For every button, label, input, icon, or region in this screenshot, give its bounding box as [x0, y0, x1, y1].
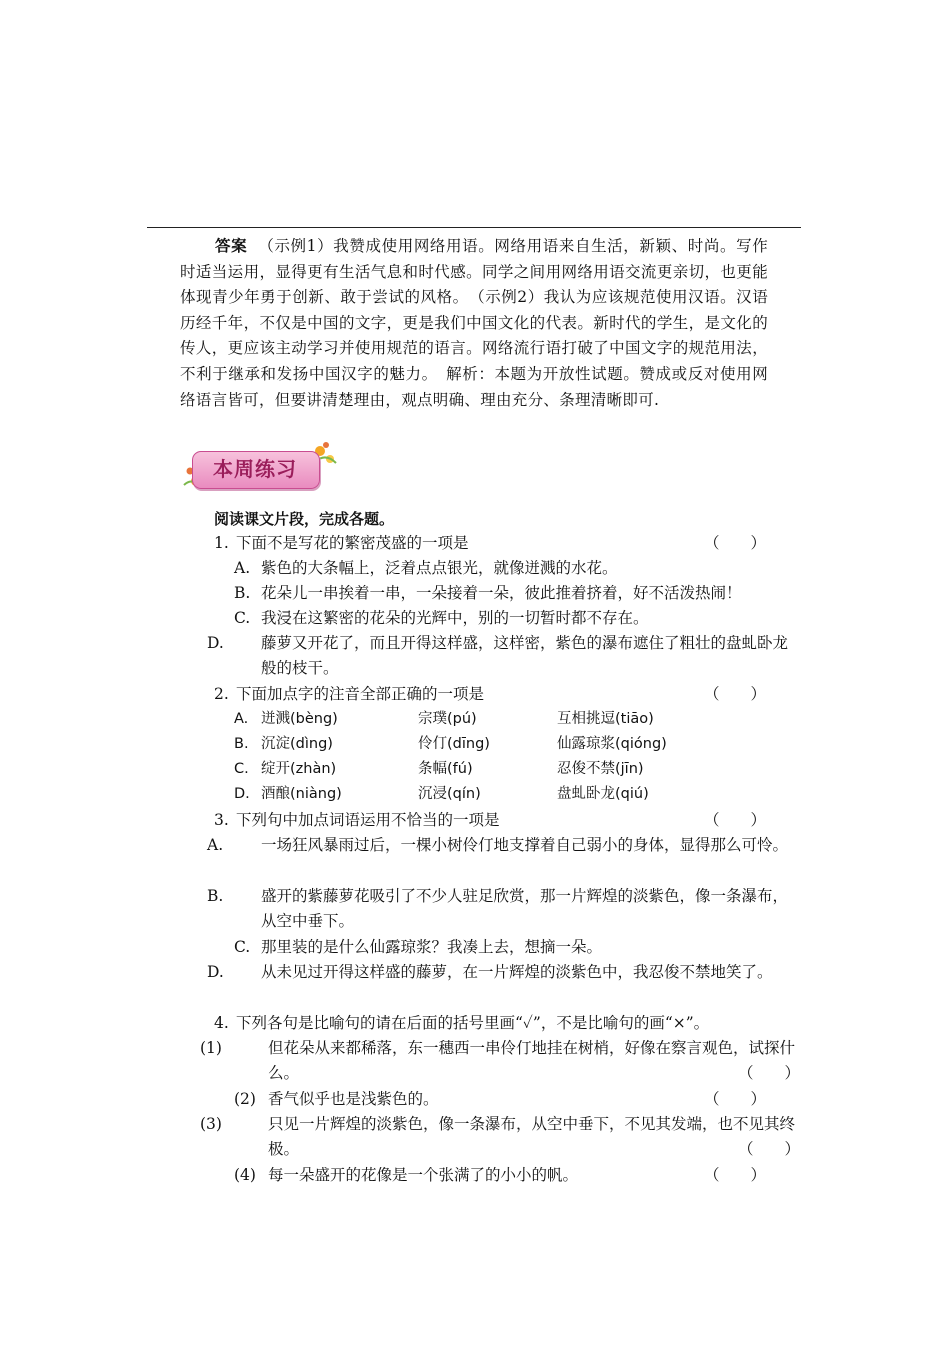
- option-text: 盛开的紫藤萝花吸引了不少人驻足欣赏，那一片辉煌的淡紫色，像一条瀑布，从空中垂下。: [261, 887, 789, 931]
- word-3: 互相挑逗(tiāo): [557, 711, 654, 727]
- option-letter: B.: [234, 736, 249, 752]
- option-text: 紫色的大条幅上，泛着点点银光，就像迸溅的水花。: [261, 559, 618, 577]
- word-2: 沉浸(qín): [418, 786, 481, 802]
- banner-title: 本周练习: [213, 457, 297, 481]
- option-c: [234, 606, 766, 631]
- word-3: 仙露琼浆(qióng): [557, 736, 667, 752]
- word-3: 盘虬卧龙(qiú): [557, 786, 649, 802]
- option-letter: D.: [207, 634, 224, 652]
- question-number: 4.: [214, 1014, 229, 1032]
- word-1: 绽开(zhàn): [261, 761, 337, 777]
- weekly-practice-banner: [180, 441, 340, 497]
- sub-item-1: [200, 1036, 800, 1087]
- question-3: [214, 808, 766, 833]
- question-stem: 下列各句是比喻句的请在后面的括号里画“✓”，不是比喻句的画“×”。: [236, 1014, 710, 1032]
- answer-text: （示例1）我赞成使用网络用语。网络用语来自生活，新颖、时尚。写作时适当运用，显得更有生活气息和时代感。同学之间用网络用语交流更亲切，也更能体现青少年勇于创新、敢于尝试的风格。 （示例2）我认为应该规范使用汉语。汉语历经千年，不仅是中国的文字，更是我们中国文化的代表。新时代的学生，是文化的传人，更应该主动学习并使用规范的语言。网络流行语打破了中国文字的规范用法，不利于继承和发扬中国汉字的魅力。 解析：本题为开放性试题。赞成或反对使用网络语言皆可，但要讲清楚理由，观点明确、理由充分、条理清晰即可.: [180, 237, 768, 409]
- word-1: 沉淀(dìng): [261, 736, 333, 752]
- option-letter: B.: [234, 584, 251, 602]
- sub-item-4: [234, 1163, 766, 1188]
- question-stem: 下面不是写花的繁密茂盛的一项是: [236, 534, 469, 552]
- word-2: 宗璞(pú): [418, 711, 477, 727]
- top-divider: [147, 227, 801, 228]
- option-letter: D.: [207, 963, 224, 981]
- instruction-text: 阅读课文片段，完成各题。: [214, 510, 395, 528]
- option-a: [207, 833, 793, 858]
- option-letter: C.: [234, 938, 251, 956]
- question-stem: 下列句中加点词语运用不恰当的一项是: [236, 811, 500, 829]
- answer-parentheses[interactable]: （ ）: [703, 1166, 766, 1184]
- option-letter: C.: [234, 609, 251, 627]
- answer-parentheses[interactable]: （ ）: [703, 685, 766, 703]
- option-text: 我浸在这繁密的花朵的光辉中，别的一切暂时都不存在。: [261, 609, 649, 627]
- option-b: [234, 581, 766, 606]
- option-c: [234, 935, 766, 960]
- option-letter: B.: [207, 887, 224, 905]
- option-letter: A.: [234, 711, 249, 727]
- option-letter: C.: [234, 761, 249, 777]
- option-text: 花朵儿一串挨着一串，一朵接着一朵，彼此推着挤着，好不活泼热闹！: [261, 584, 742, 602]
- answer-parentheses[interactable]: （ ）: [703, 534, 766, 552]
- sub-text: 每一朵盛开的花像是一个张满了的小小的帆。: [268, 1166, 579, 1184]
- answer-parentheses[interactable]: （ ）: [703, 1090, 766, 1108]
- answer-paragraph: [180, 234, 768, 413]
- option-text: 一场狂风暴雨过后，一棵小树伶仃地支撑着自己弱小的身体，显得那么可怜。: [261, 836, 789, 854]
- question-4: [214, 1011, 766, 1036]
- sub-number: (3): [200, 1115, 222, 1133]
- answer-parentheses[interactable]: （ ）: [703, 811, 766, 829]
- answer-label: 答案: [215, 237, 248, 255]
- sub-item-2: [234, 1087, 766, 1112]
- question-stem: 下面加点字的注音全部正确的一项是: [236, 685, 485, 703]
- answer-parentheses[interactable]: （ ）: [737, 1140, 800, 1158]
- question-number: 3.: [214, 811, 229, 829]
- word-1: 迸溅(bèng): [261, 711, 338, 727]
- option-letter: A.: [207, 836, 224, 854]
- option-b: [207, 884, 793, 935]
- option-text: 那里装的是什么仙露琼浆？我凑上去，想摘一朵。: [261, 938, 603, 956]
- sub-text: 但花朵从来都稀落，东一穗西一串伶仃地挂在树梢，好像在察言观色，试探什么。: [268, 1039, 796, 1083]
- sub-text: 只见一片辉煌的淡紫色，像一条瀑布，从空中垂下，不见其发端，也不见其终极。: [268, 1115, 796, 1159]
- option-d: [207, 631, 793, 682]
- word-2: 伶仃(dīng): [418, 736, 490, 752]
- option-letter: D.: [234, 786, 250, 802]
- question-2: [214, 682, 766, 707]
- option-letter: A.: [234, 559, 251, 577]
- word-2: 条幅(fú): [418, 761, 473, 777]
- sub-text: 香气似乎也是浅紫色的。: [268, 1090, 439, 1108]
- sub-number: (1): [200, 1039, 222, 1057]
- sub-number: (2): [234, 1090, 256, 1108]
- question-number: 2.: [214, 685, 229, 703]
- question-number: 1.: [214, 534, 229, 552]
- word-1: 酒酿(niàng): [261, 786, 342, 802]
- answer-parentheses[interactable]: （ ）: [737, 1064, 800, 1082]
- option-text: 从未见过开得这样盛的藤萝，在一片辉煌的淡紫色中，我忍俊不禁地笑了。: [261, 963, 773, 981]
- question-1: [214, 531, 766, 556]
- option-text: 藤萝又开花了，而且开得这样盛，这样密，紫色的瀑布遮住了粗壮的盘虬卧龙般的枝干。: [261, 634, 789, 678]
- sub-number: (4): [234, 1166, 256, 1184]
- option-a: [234, 556, 766, 581]
- sub-item-3: [200, 1112, 800, 1163]
- word-3: 忍俊不禁(jīn): [557, 761, 644, 777]
- option-d: [207, 960, 793, 985]
